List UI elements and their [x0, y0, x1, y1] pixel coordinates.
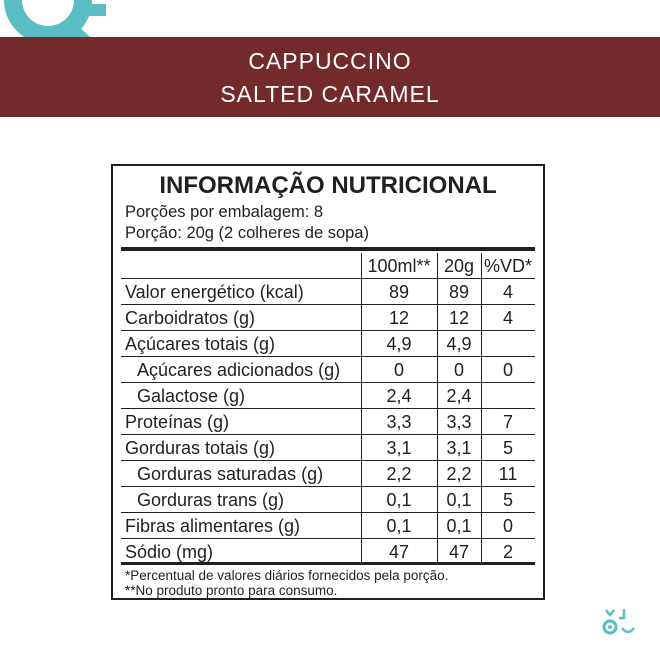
value-20g: 3,1: [446, 438, 472, 458]
nutrient-name: Açúcares adicionados (g): [137, 360, 341, 380]
value-daily-percent: 2: [502, 542, 513, 562]
table-row: [121, 487, 535, 513]
servings-per-pack: Porções por embalagem: 8: [125, 203, 324, 221]
table-header-row: [121, 253, 535, 279]
value-100ml: 47: [388, 542, 410, 562]
nutrition-title: INFORMAÇÃO NUTRICIONAL: [159, 172, 497, 199]
column-divider: [361, 253, 362, 565]
table-row: [121, 435, 535, 461]
value-daily-percent: 11: [498, 464, 518, 484]
nutrient-name: Açúcares totais (g): [125, 334, 276, 354]
serving-size: Porção: 20g (2 colheres de sopa): [125, 224, 369, 242]
value-daily-percent: 4: [502, 308, 513, 328]
table-row: [121, 279, 535, 305]
table-row: [121, 513, 535, 539]
nutrient-name: Galactose (g): [137, 386, 246, 406]
column-divider: [437, 253, 438, 565]
table-row: [121, 461, 535, 487]
nutrient-name: Gorduras totais (g): [125, 438, 276, 458]
footer-divider: [121, 562, 535, 565]
value-100ml: 2,2: [386, 464, 412, 484]
value-100ml: 2,4: [386, 386, 412, 406]
table-row: [121, 305, 535, 331]
value-100ml: 0: [393, 360, 404, 380]
nutrition-facts-panel: [111, 164, 545, 600]
product-flavor: SALTED CARAMEL: [220, 81, 440, 107]
nutrient-name: Carboidratos (g): [125, 308, 256, 328]
nutrient-name: Sódio (mg): [125, 542, 214, 562]
value-20g: 0: [453, 360, 464, 380]
value-daily-percent: 7: [502, 412, 513, 432]
value-100ml: 0,1: [386, 516, 412, 536]
table-row: [121, 331, 535, 357]
value-100ml: 3,1: [386, 438, 412, 458]
nutrient-name: Fibras alimentares (g): [125, 516, 301, 536]
value-daily-percent: 4: [502, 282, 513, 302]
table-row: [121, 409, 535, 435]
table-row: [121, 383, 535, 409]
nutrient-name: Proteínas (g): [125, 412, 230, 432]
value-20g: 47: [448, 542, 470, 562]
value-daily-percent: 5: [502, 490, 513, 510]
value-daily-percent: 0: [502, 516, 513, 536]
table-row: [121, 357, 535, 383]
brand-face-icon: [602, 606, 636, 640]
value-100ml: 3,3: [386, 412, 412, 432]
col-100ml-header: 100ml**: [367, 256, 431, 276]
product-banner: [0, 37, 660, 117]
nutrient-name: Gorduras saturadas (g): [137, 464, 324, 484]
value-daily-percent: 0: [502, 360, 513, 380]
value-100ml: 4,9: [386, 334, 412, 354]
footnote-daily-values: *Percentual de valores diários fornecidos pela porção.: [125, 568, 449, 583]
header-divider: [121, 247, 535, 251]
col-20g-header: 20g: [443, 256, 475, 276]
col-vd-header: %VD*: [483, 256, 532, 276]
value-20g: 2,4: [446, 386, 472, 406]
value-20g: 89: [448, 282, 470, 302]
value-100ml: 0,1: [386, 490, 412, 510]
value-20g: 4,9: [446, 334, 472, 354]
nutrient-name: Valor energético (kcal): [125, 282, 304, 302]
value-100ml: 89: [388, 282, 410, 302]
value-20g: 12: [448, 308, 470, 328]
value-20g: 3,3: [446, 412, 472, 432]
value-20g: 0,1: [446, 516, 472, 536]
value-20g: 2,2: [446, 464, 472, 484]
value-20g: 0,1: [446, 490, 472, 510]
footnote-ready-to-drink: **No produto pronto para consumo.: [125, 583, 338, 598]
nutrient-name: Gorduras trans (g): [137, 490, 285, 510]
product-name: CAPPUCCINO: [248, 48, 412, 74]
value-daily-percent: 5: [502, 438, 513, 458]
value-100ml: 12: [388, 308, 410, 328]
column-divider: [481, 253, 482, 565]
